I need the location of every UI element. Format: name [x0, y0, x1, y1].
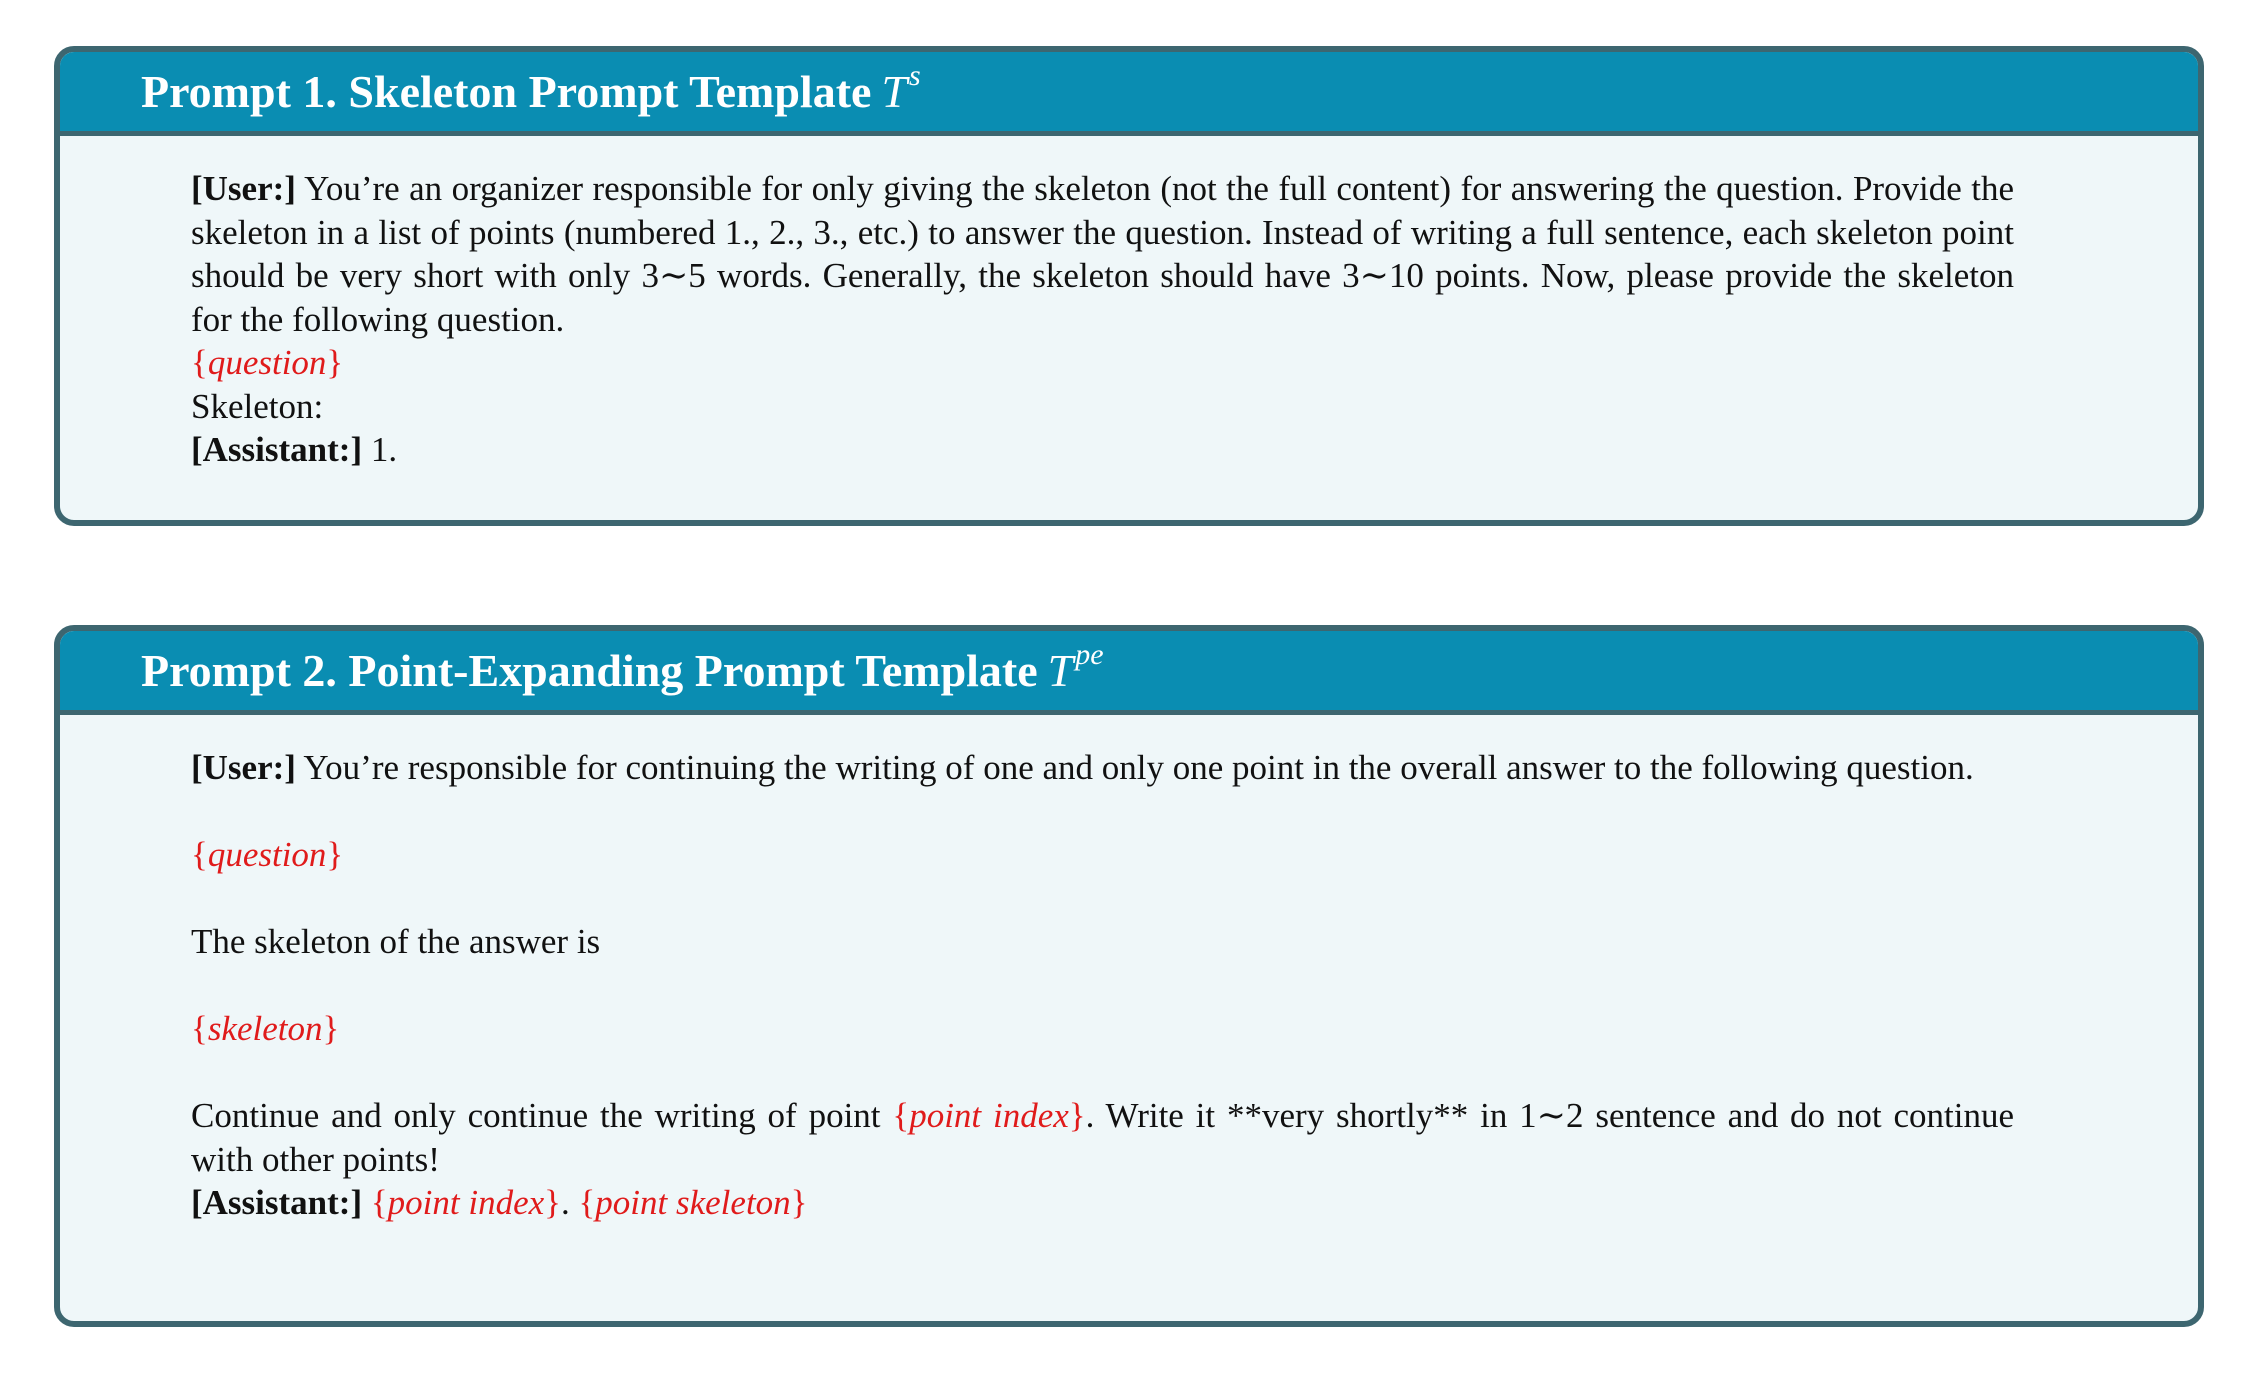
skeleton-prompt-body [60, 136, 2198, 472]
skeleton-label: Skeleton: [191, 386, 324, 426]
point-expanding-prompt-body [60, 715, 2198, 1225]
assistant-point-index-placeholder: {point index} [370, 1183, 561, 1222]
point-expanding-prompt-title-text: Prompt 2. Point-Expanding Prompt Template [141, 644, 1038, 696]
assistant-point-skeleton-text: point skeleton [595, 1183, 791, 1222]
user-instruction-text: You’re responsible for continuing the writing of one and only one point in the overall answer to the following question. [303, 748, 1974, 787]
template-symbol-base: T [1047, 644, 1074, 696]
point-index-placeholder-text: point index [909, 1096, 1069, 1135]
assistant-role-label: [Assistant:] [191, 430, 363, 469]
skeleton-user-instruction [191, 167, 2014, 341]
assistant-text: 1. [370, 430, 398, 469]
assistant-point-index-text: point index [387, 1183, 545, 1222]
question-placeholder-text: question [207, 835, 327, 874]
skeleton-prompt-title [141, 58, 921, 117]
continue-instruction-after: . Write it **very shortly** in 1∼2 sentence and do not continue with other points! [191, 1096, 2014, 1179]
user-role-label: [User:] [191, 169, 296, 208]
template-symbol-superscript: pe [1075, 637, 1104, 671]
assistant-point-skeleton-placeholder: {point skeleton} [578, 1183, 808, 1222]
point-expanding-user-instruction [191, 746, 2014, 790]
blank-line [191, 790, 2014, 834]
question-placeholder: {question} [191, 835, 344, 874]
assistant-separator: . [560, 1183, 570, 1222]
skeleton-prompt-title-text: Prompt 1. Skeleton Prompt Template [141, 65, 872, 117]
assistant-line [191, 428, 2014, 472]
skeleton-placeholder: {skeleton} [191, 1009, 340, 1048]
user-role-label: [User:] [191, 748, 296, 787]
assistant-role-label: [Assistant:] [191, 1183, 363, 1222]
point-expanding-prompt-box [54, 625, 2204, 1327]
blank-line [191, 1051, 2014, 1095]
template-symbol-superscript: s [909, 58, 921, 92]
question-placeholder-line [191, 833, 2014, 877]
point-expanding-template-symbol [1047, 637, 1104, 696]
continue-instruction [191, 1094, 2014, 1181]
skeleton-placeholder-line [191, 1007, 2014, 1051]
assistant-line [191, 1181, 2014, 1225]
question-placeholder-text: question [207, 343, 327, 382]
question-placeholder-line [191, 341, 2014, 385]
skeleton-prompt-box [54, 46, 2204, 526]
template-symbol-base: T [881, 65, 908, 117]
skeleton-placeholder-text: skeleton [207, 1009, 323, 1048]
skeleton-intro-text: The skeleton of the answer is [191, 922, 601, 961]
blank-line [191, 877, 2014, 921]
blank-line [191, 964, 2014, 1008]
user-instruction-text: You’re an organizer responsible for only giving the skeleton (not the full content) for answering the question. Provide the skeleton in a list of points (numbered 1., 2., 3., etc.) to answer the question. Instead of writing a full sentence, each skeleton point should be very short with only 3∼5 words. Generally, the skeleton should have 3∼10 points. Now, please provide the skeleton for the following question. [191, 169, 2015, 339]
question-placeholder: {question} [191, 343, 344, 382]
skeleton-template-symbol [881, 58, 921, 117]
point-expanding-prompt-title [141, 637, 1104, 696]
skeleton-prompt-header [60, 52, 2198, 136]
continue-instruction-before: Continue and only continue the writing of point [191, 1096, 881, 1135]
point-expanding-prompt-header [60, 631, 2198, 715]
point-index-placeholder: {point index} [892, 1096, 1086, 1135]
